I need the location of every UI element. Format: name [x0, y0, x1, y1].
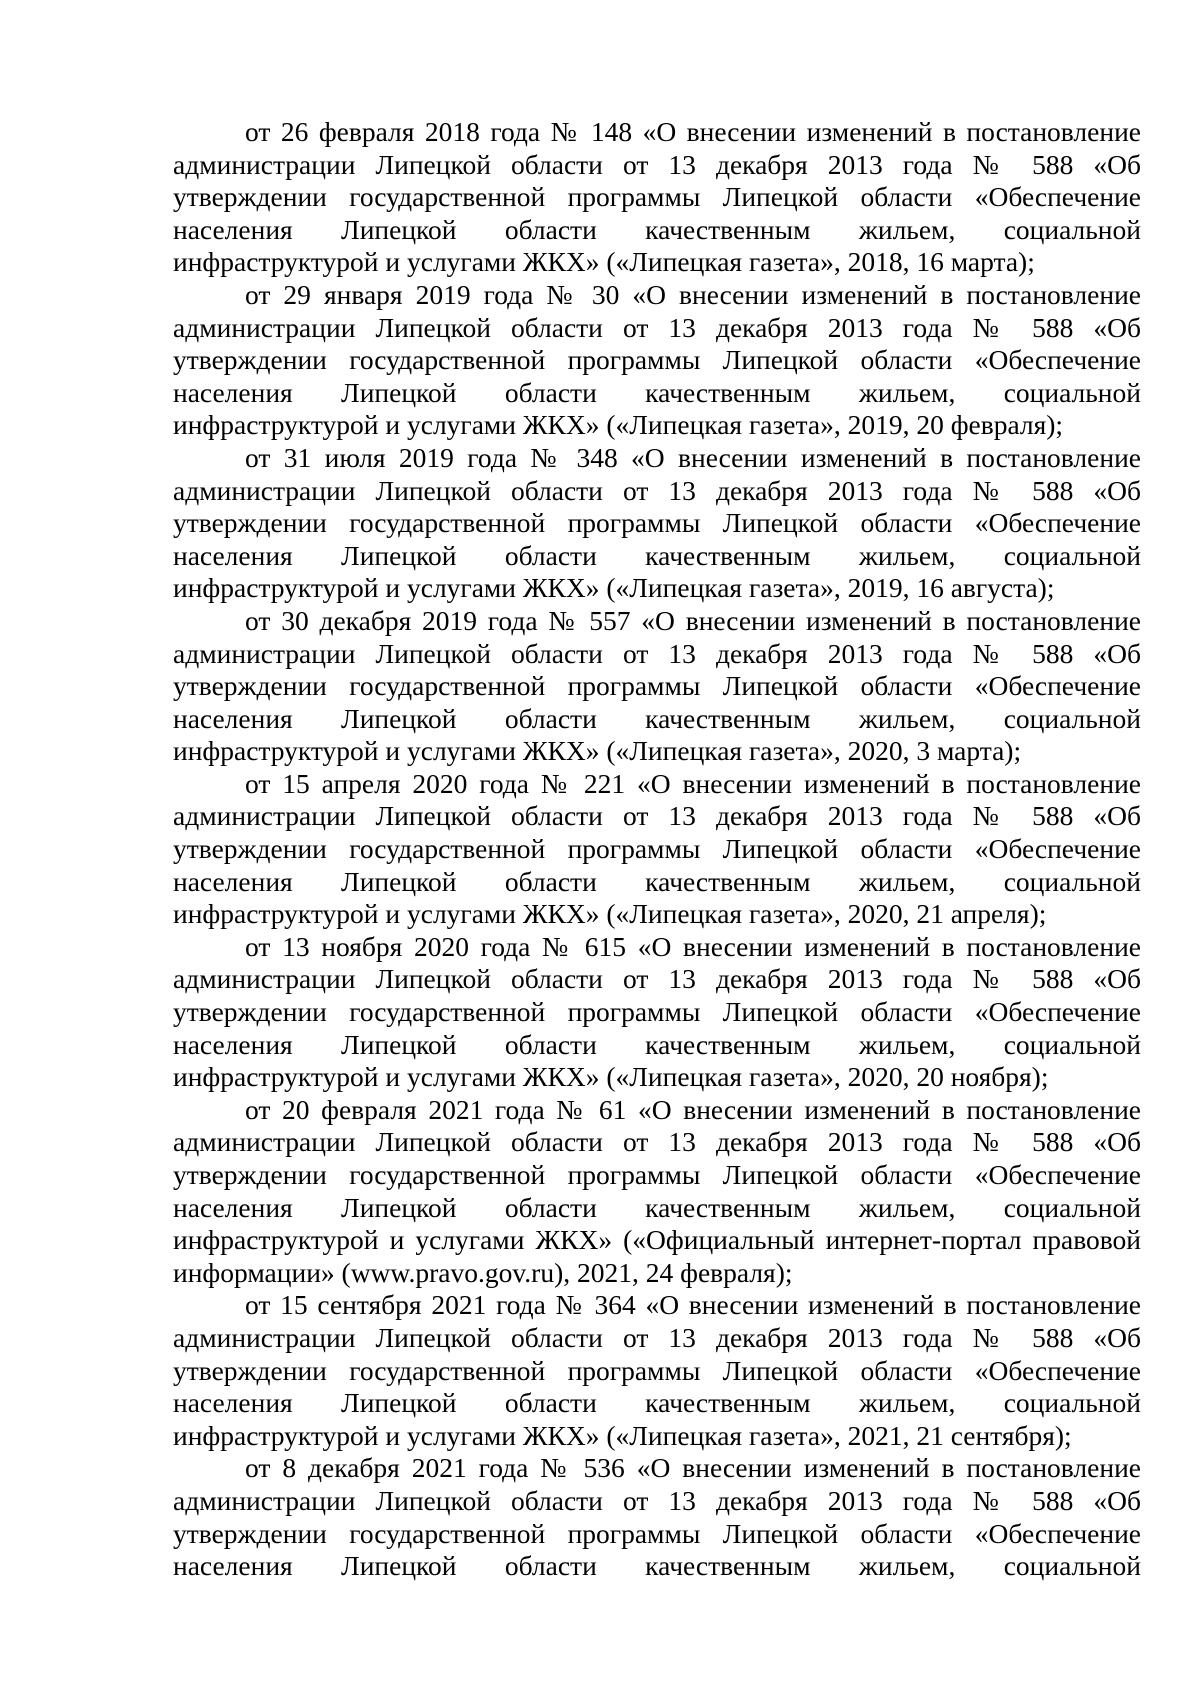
- amendment-paragraph: от 13 ноября 2020 года № 615 «О внесении изменений в постановление администрации Липецкой области от 13 декабря 2013 года № 588 «Об утверждении государственной программы Липецкой области «Обеспечение населения Липецкой области качественным жильем, социальной инфраструктурой и услугами ЖКХ» («Липецкая газета», 2020, 20 ноября);: [173, 930, 1141, 1093]
- amendment-paragraph: от 29 января 2019 года № 30 «О внесении изменений в постановление администрации Липецкой области от 13 декабря 2013 года № 588 «Об утверждении государственной программы Липецкой области «Обеспечение населения Липецкой области качественным жильем, социальной инфраструктурой и услугами ЖКХ» («Липецкая газета», 2019, 20 февраля);: [173, 278, 1141, 441]
- amendment-paragraph: от 15 сентября 2021 года № 364 «О внесении изменений в постановление администрации Липецкой области от 13 декабря 2013 года № 588 «Об утверждении государственной программы Липецкой области «Обеспечение населения Липецкой области качественным жильем, социальной инфраструктурой и услугами ЖКХ» («Липецкая газета», 2021, 21 сентября);: [173, 1289, 1141, 1451]
- amendment-paragraph: от 15 апреля 2020 года № 221 «О внесении изменений в постановление администрации Липецкой области от 13 декабря 2013 года № 588 «Об утверждении государственной программы Липецкой области «Обеспечение населения Липецкой области качественным жильем, социальной инфраструктурой и услугами ЖКХ» («Липецкая газета», 2020, 21 апреля);: [173, 767, 1141, 930]
- amendment-paragraph: от 31 июля 2019 года № 348 «О внесении изменений в постановление администрации Липецкой области от 13 декабря 2013 года № 588 «Об утверждении государственной программы Липецкой области «Обеспечение населения Липецкой области качественным жильем, социальной инфраструктурой и услугами ЖКХ» («Липецкая газета», 2019, 16 августа);: [173, 441, 1141, 604]
- amendment-paragraph-continued: от 8 декабря 2021 года № 536 «О внесении изменений в постановление администрации Липецкой области от 13 декабря 2013 года № 588 «Об утверждении государственной программы Липецкой области «Обеспечение населения Липецкой области качественным жильем, социальной: [173, 1452, 1141, 1582]
- amendment-paragraph: от 30 декабря 2019 года № 557 «О внесении изменений в постановление администрации Липецкой области от 13 декабря 2013 года № 588 «Об утверждении государственной программы Липецкой области «Обеспечение населения Липецкой области качественным жильем, социальной инфраструктурой и услугами ЖКХ» («Липецкая газета», 2020, 3 марта);: [173, 604, 1141, 767]
- amendment-paragraph: от 26 февраля 2018 года № 148 «О внесении изменений в постановление администрации Липецкой области от 13 декабря 2013 года № 588 «Об утверждении государственной программы Липецкой области «Обеспечение населения Липецкой области качественным жильем, социальной инфраструктурой и услугами ЖКХ» («Липецкая газета», 2018, 16 марта);: [173, 116, 1141, 278]
- amendment-paragraph: от 20 февраля 2021 года № 61 «О внесении изменений в постановление администрации Липецкой области от 13 декабря 2013 года № 588 «Об утверждении государственной программы Липецкой области «Обеспечение населения Липецкой области качественным жильем, социальной инфраструктурой и услугами ЖКХ» («Официальный интернет-портал правовой информации» (www.pravo.gov.ru), 2021, 24 февраля);: [173, 1093, 1141, 1288]
- document-body: [173, 116, 1141, 1583]
